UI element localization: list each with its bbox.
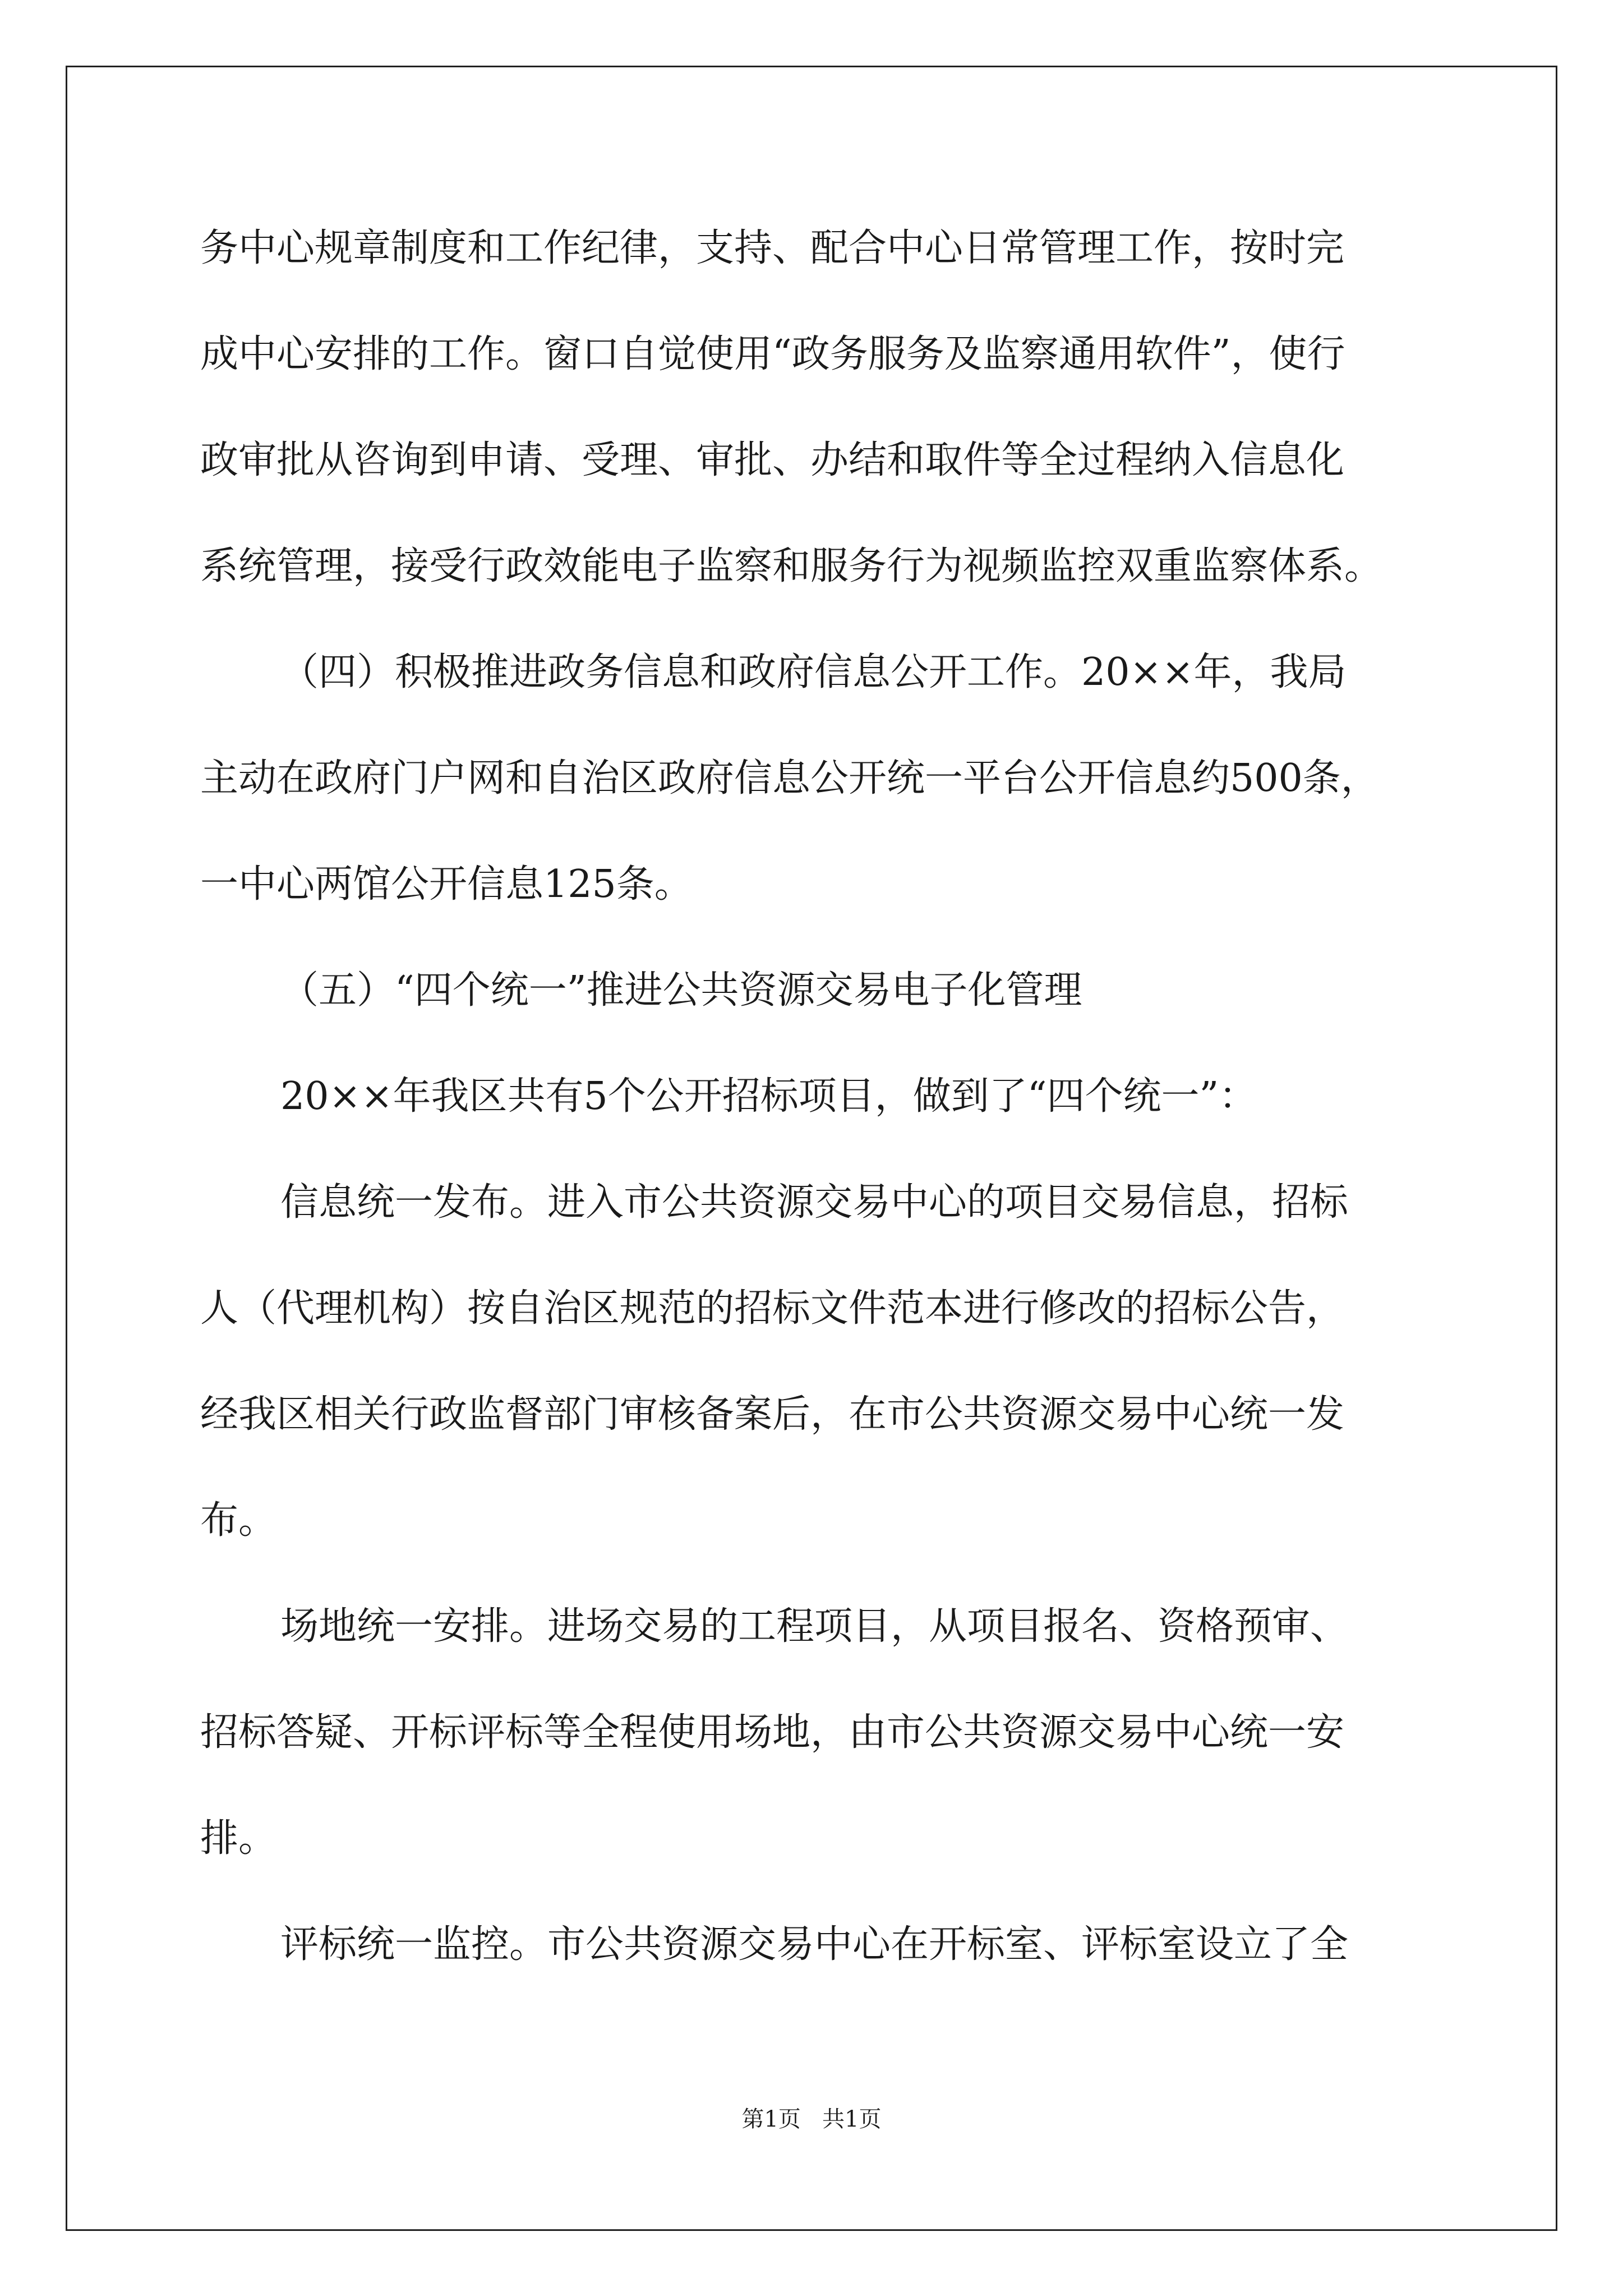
body-line: 政审批从咨询到申请、受理、审批、办结和取件等全过程纳入信息化 (200, 438, 1345, 482)
body-line: 主动在政府门户网和自治区政府信息公开统一平台公开信息约500条， (200, 756, 1379, 800)
paragraph-start-line: 评标统一监控。市公共资源交易中心在开标室、评标室设立了全 (280, 1922, 1349, 1967)
body-line: 务中心规章制度和工作纪律，支持、配合中心日常管理工作，按时完 (200, 226, 1345, 270)
body-line: 人（代理机构）按自治区规范的招标文件范本进行修改的招标公告， (200, 1286, 1345, 1331)
body-line: 经我区相关行政监督部门审核备案后，在市公共资源交易中心统一发 (200, 1392, 1345, 1437)
page-border (66, 66, 1557, 2231)
body-line: 招标答疑、开标评标等全程使用场地，由市公共资源交易中心统一安 (200, 1710, 1345, 1755)
body-line: 排。 (200, 1816, 277, 1861)
section-heading: （五）“四个统一”推进公共资源交易电子化管理 (280, 968, 1082, 1013)
body-line: 成中心安排的工作。窗口自觉使用“政务服务及监察通用软件”，使行 (200, 332, 1345, 376)
body-line: 系统管理，接受行政效能电子监察和服务行为视频监控双重监察体系。 (200, 544, 1383, 588)
paragraph-start-line: 20××年我区共有5个公开招标项目，做到了“四个统一”： (280, 1074, 1257, 1119)
paragraph-start-line: （四）积极推进政务信息和政府信息公开工作。20××年，我局 (280, 650, 1347, 694)
page-footer: 第1页 共1页 (741, 2106, 882, 2132)
paragraph-start-line: 信息统一发布。进入市公共资源交易中心的项目交易信息，招标 (280, 1180, 1349, 1225)
paragraph-start-line: 场地统一安排。进场交易的工程项目，从项目报名、资格预审、 (280, 1604, 1349, 1649)
body-line: 一中心两馆公开信息125条。 (200, 862, 693, 907)
body-line: 布。 (200, 1498, 277, 1543)
